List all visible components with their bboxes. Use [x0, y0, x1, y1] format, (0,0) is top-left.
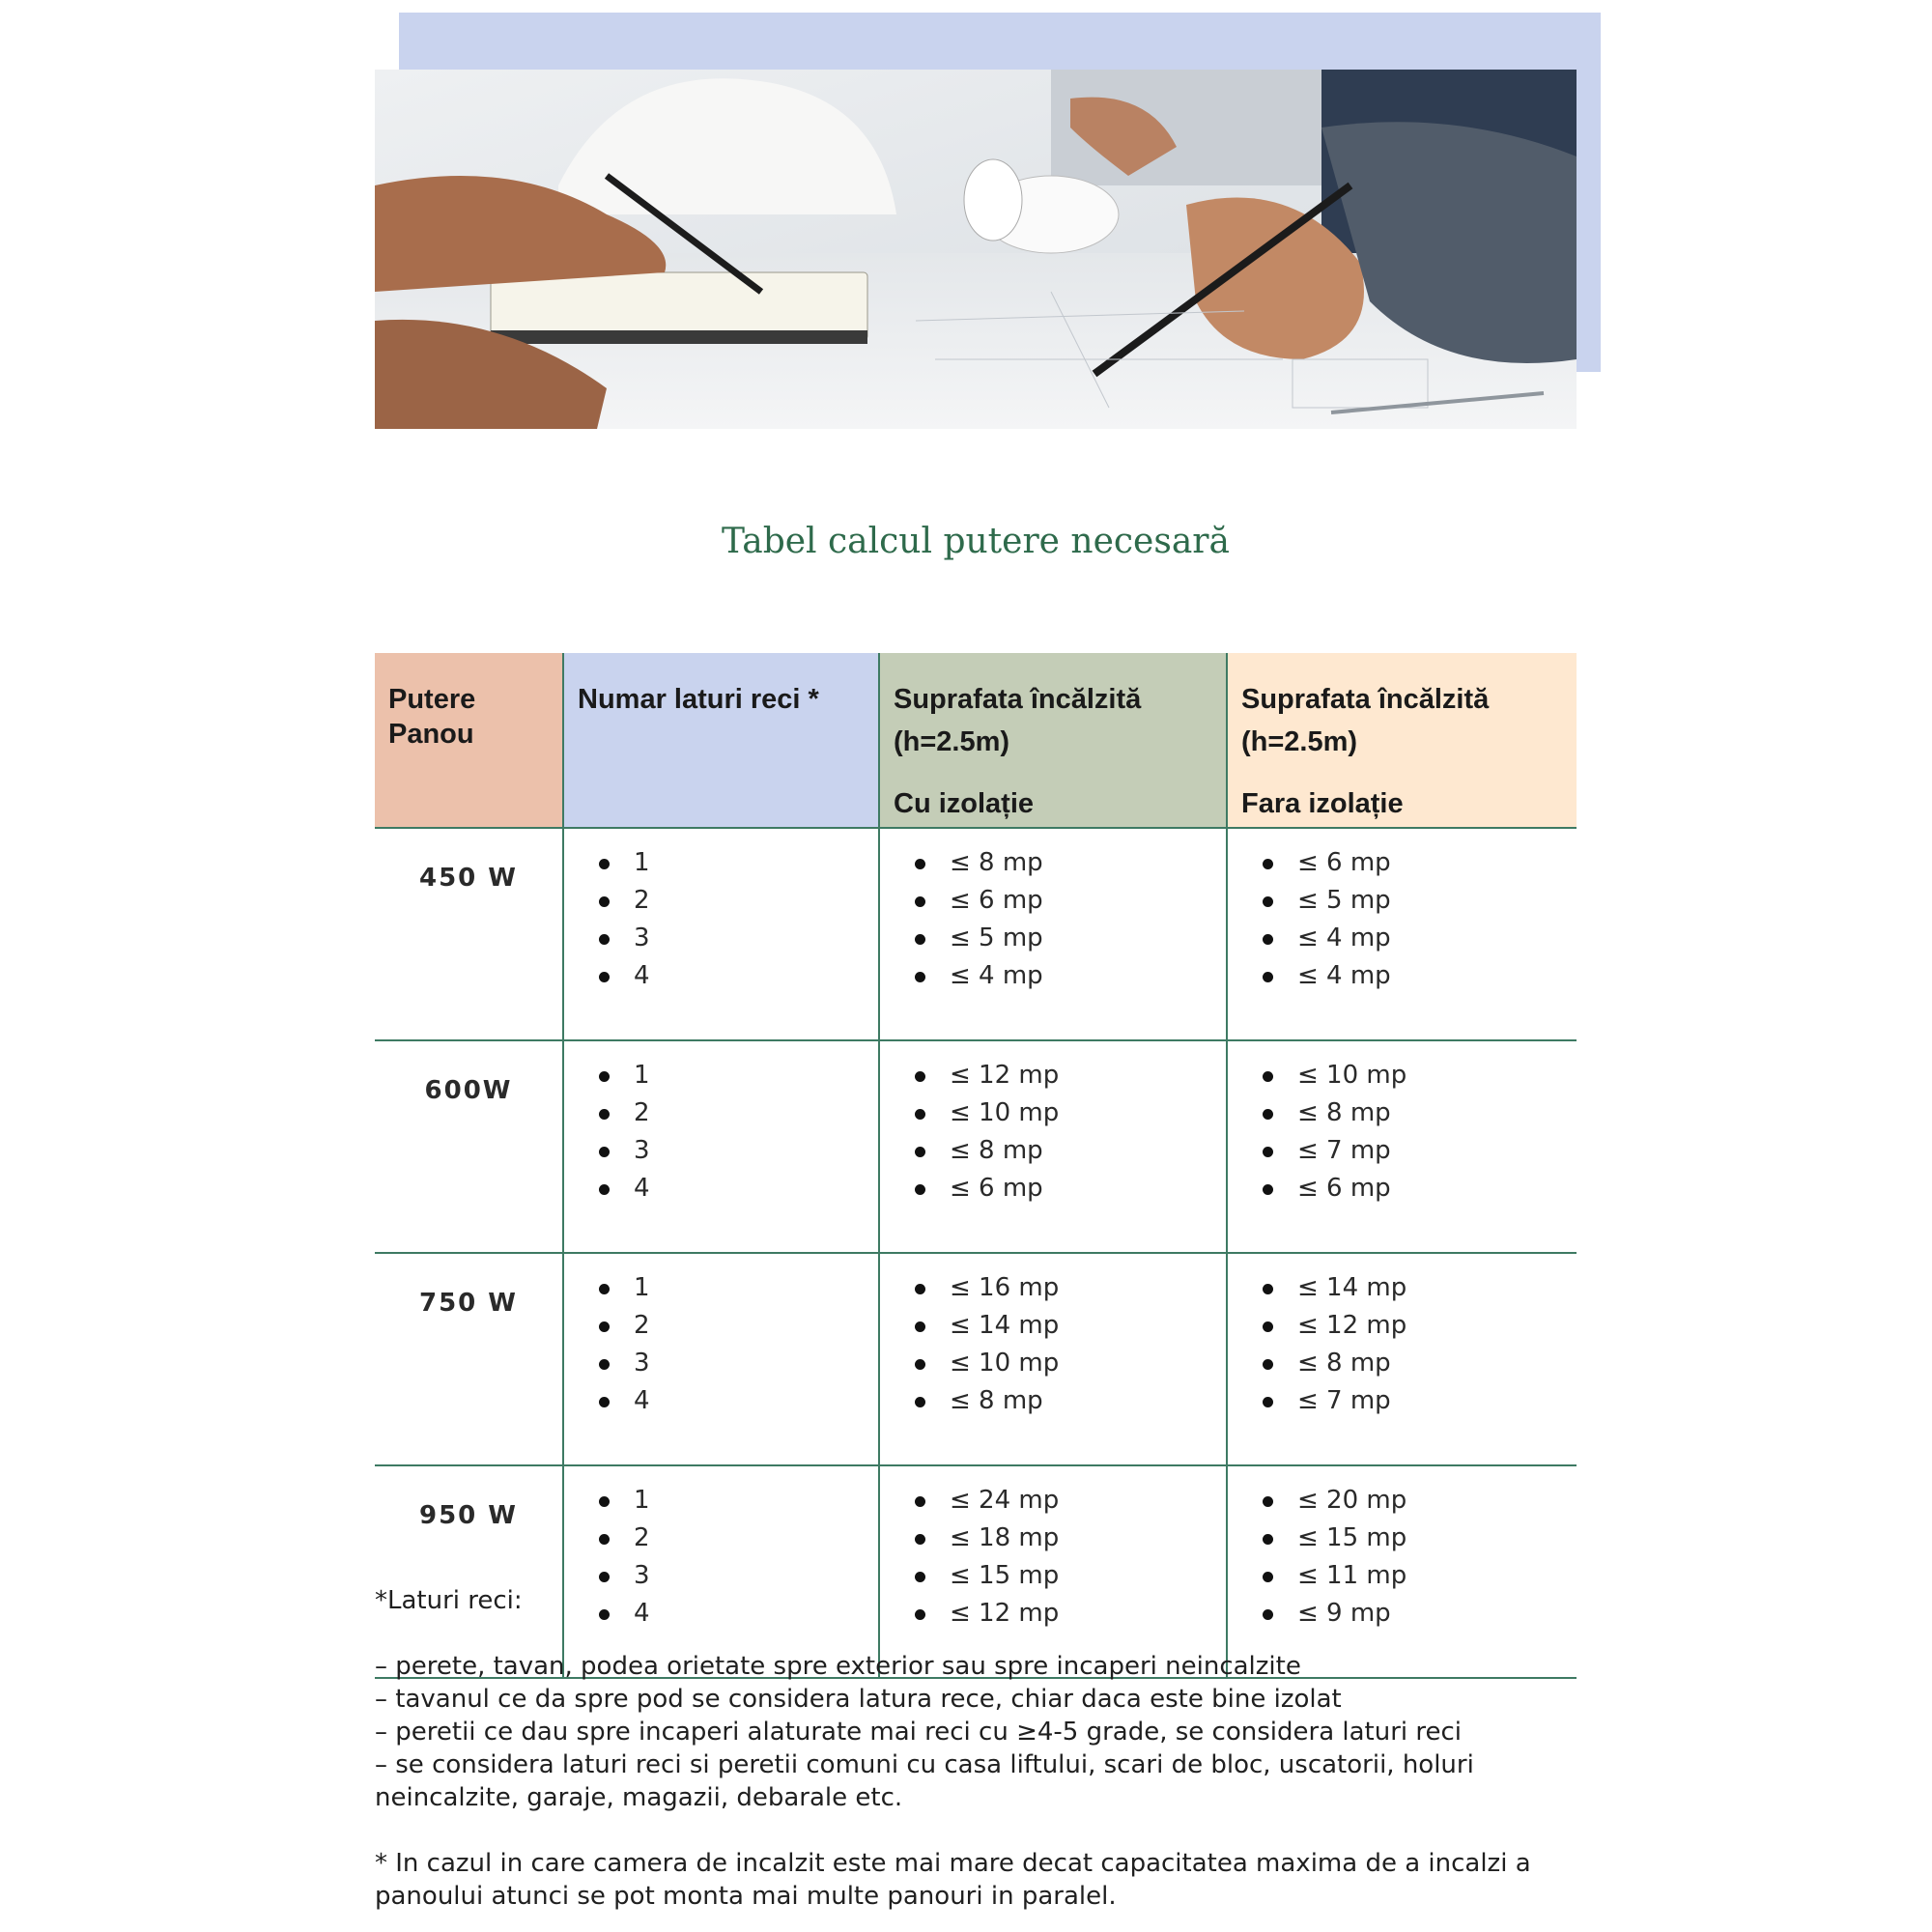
note-item: – tavanul ce da spre pod se considera latura rece, chiar daca este bine izolat — [375, 1685, 1342, 1714]
list-item: ≤ 6 mp — [1263, 844, 1577, 882]
note-item: – peretii ce dau spre incaperi alaturate mai reci cu ≥4-5 grade, se considera laturi reci — [375, 1718, 1463, 1747]
list-item: ≤ 4 mp — [1263, 920, 1577, 957]
list-item: 3 — [599, 1557, 878, 1595]
list-item: ≤ 12 mp — [915, 1595, 1226, 1633]
table-row — [375, 1253, 1577, 1465]
cold-sides-cell — [563, 828, 879, 1040]
header-insulated-line2: (h=2.5m) — [894, 726, 1010, 757]
list-item: ≤ 8 mp — [1263, 1345, 1577, 1382]
list-item: 4 — [599, 957, 878, 995]
cold-sides-cell — [563, 1253, 879, 1465]
list-item: 2 — [599, 1307, 878, 1345]
list-item: 2 — [599, 1094, 878, 1132]
header-uninsulated-sub: Fara izolație — [1241, 788, 1404, 819]
insulated-area-cell — [879, 1040, 1227, 1253]
list-item: 4 — [599, 1382, 878, 1420]
list-item: 2 — [599, 1520, 878, 1557]
insulated-area-cell — [879, 1253, 1227, 1465]
power-cell: 750 W — [375, 1253, 563, 1465]
header-insulated-line1: Suprafata încălzită — [894, 684, 1142, 715]
list-item: ≤ 8 mp — [915, 844, 1226, 882]
list-item: ≤ 6 mp — [915, 1170, 1226, 1208]
header-uninsulated — [1227, 653, 1577, 828]
uninsulated-area-cell — [1227, 828, 1577, 1040]
power-table — [375, 653, 1577, 1679]
list-item: ≤ 14 mp — [1263, 1269, 1577, 1307]
list-item: ≤ 6 mp — [915, 882, 1226, 920]
hero-photo — [375, 70, 1577, 429]
list-item: ≤ 16 mp — [915, 1269, 1226, 1307]
list-item: ≤ 8 mp — [915, 1382, 1226, 1420]
header-insulated — [879, 653, 1227, 828]
list-item: ≤ 7 mp — [1263, 1132, 1577, 1170]
table-row — [375, 1040, 1577, 1253]
header-cold-sides-label: Numar laturi reci * — [578, 684, 819, 715]
list-item: ≤ 15 mp — [915, 1557, 1226, 1595]
notes-heading: *Laturi reci: — [375, 1586, 523, 1615]
uninsulated-area-cell — [1227, 1040, 1577, 1253]
list-item: ≤ 10 mp — [1263, 1057, 1577, 1094]
footnote: * In cazul in care camera de incalzit este mai mare decat capacitatea maxima de a incalzi a panoului atunci se pot monta mai multe panouri in paralel. — [375, 1849, 1531, 1911]
header-power-label: Putere Panou — [388, 684, 476, 750]
header-uninsulated-line1: Suprafata încălzită — [1241, 684, 1490, 715]
list-item: ≤ 11 mp — [1263, 1557, 1577, 1595]
power-cell: 450 W — [375, 828, 563, 1040]
list-item: 1 — [599, 1057, 878, 1094]
page-title: Tabel calcul putere necesară — [722, 522, 1230, 561]
list-item: ≤ 10 mp — [915, 1345, 1226, 1382]
list-item: ≤ 9 mp — [1263, 1595, 1577, 1633]
list-item: ≤ 10 mp — [915, 1094, 1226, 1132]
blueprint-photo-illustration — [375, 70, 1577, 429]
header-uninsulated-line2: (h=2.5m) — [1241, 726, 1358, 757]
list-item: ≤ 6 mp — [1263, 1170, 1577, 1208]
header-cold-sides — [563, 653, 879, 828]
uninsulated-area-cell — [1227, 1253, 1577, 1465]
list-item: ≤ 14 mp — [915, 1307, 1226, 1345]
list-item: 4 — [599, 1170, 878, 1208]
list-item: ≤ 8 mp — [915, 1132, 1226, 1170]
list-item: 3 — [599, 1345, 878, 1382]
notes-section — [375, 1584, 1577, 1913]
list-item: ≤ 8 mp — [1263, 1094, 1577, 1132]
list-item: 4 — [599, 1595, 878, 1633]
table-header-row — [375, 653, 1577, 828]
list-item: ≤ 24 mp — [915, 1482, 1226, 1520]
list-item: 2 — [599, 882, 878, 920]
insulated-area-cell — [879, 828, 1227, 1040]
note-item: – perete, tavan, podea orietate spre exterior sau spre incaperi neincalzite — [375, 1652, 1301, 1681]
list-item: 3 — [599, 920, 878, 957]
cold-sides-cell — [563, 1040, 879, 1253]
list-item: ≤ 12 mp — [915, 1057, 1226, 1094]
list-item: 3 — [599, 1132, 878, 1170]
list-item: 1 — [599, 1482, 878, 1520]
header-insulated-sub: Cu izolație — [894, 788, 1035, 819]
list-item: ≤ 15 mp — [1263, 1520, 1577, 1557]
list-item: ≤ 7 mp — [1263, 1382, 1577, 1420]
list-item: 1 — [599, 1269, 878, 1307]
note-item: – se considera laturi reci si peretii comuni cu casa liftului, scari de bloc, uscatorii, holuri neincalzite, garaje, magazii, debarale etc. — [375, 1750, 1474, 1812]
list-item: ≤ 12 mp — [1263, 1307, 1577, 1345]
header-power — [375, 653, 563, 828]
power-cell: 600W — [375, 1040, 563, 1253]
table-row — [375, 828, 1577, 1040]
list-item: ≤ 20 mp — [1263, 1482, 1577, 1520]
list-item: ≤ 5 mp — [915, 920, 1226, 957]
list-item: ≤ 18 mp — [915, 1520, 1226, 1557]
list-item: ≤ 4 mp — [1263, 957, 1577, 995]
list-item: ≤ 5 mp — [1263, 882, 1577, 920]
list-item: ≤ 4 mp — [915, 957, 1226, 995]
list-item: 1 — [599, 844, 878, 882]
power-cell: 950 W — [375, 1465, 563, 1678]
